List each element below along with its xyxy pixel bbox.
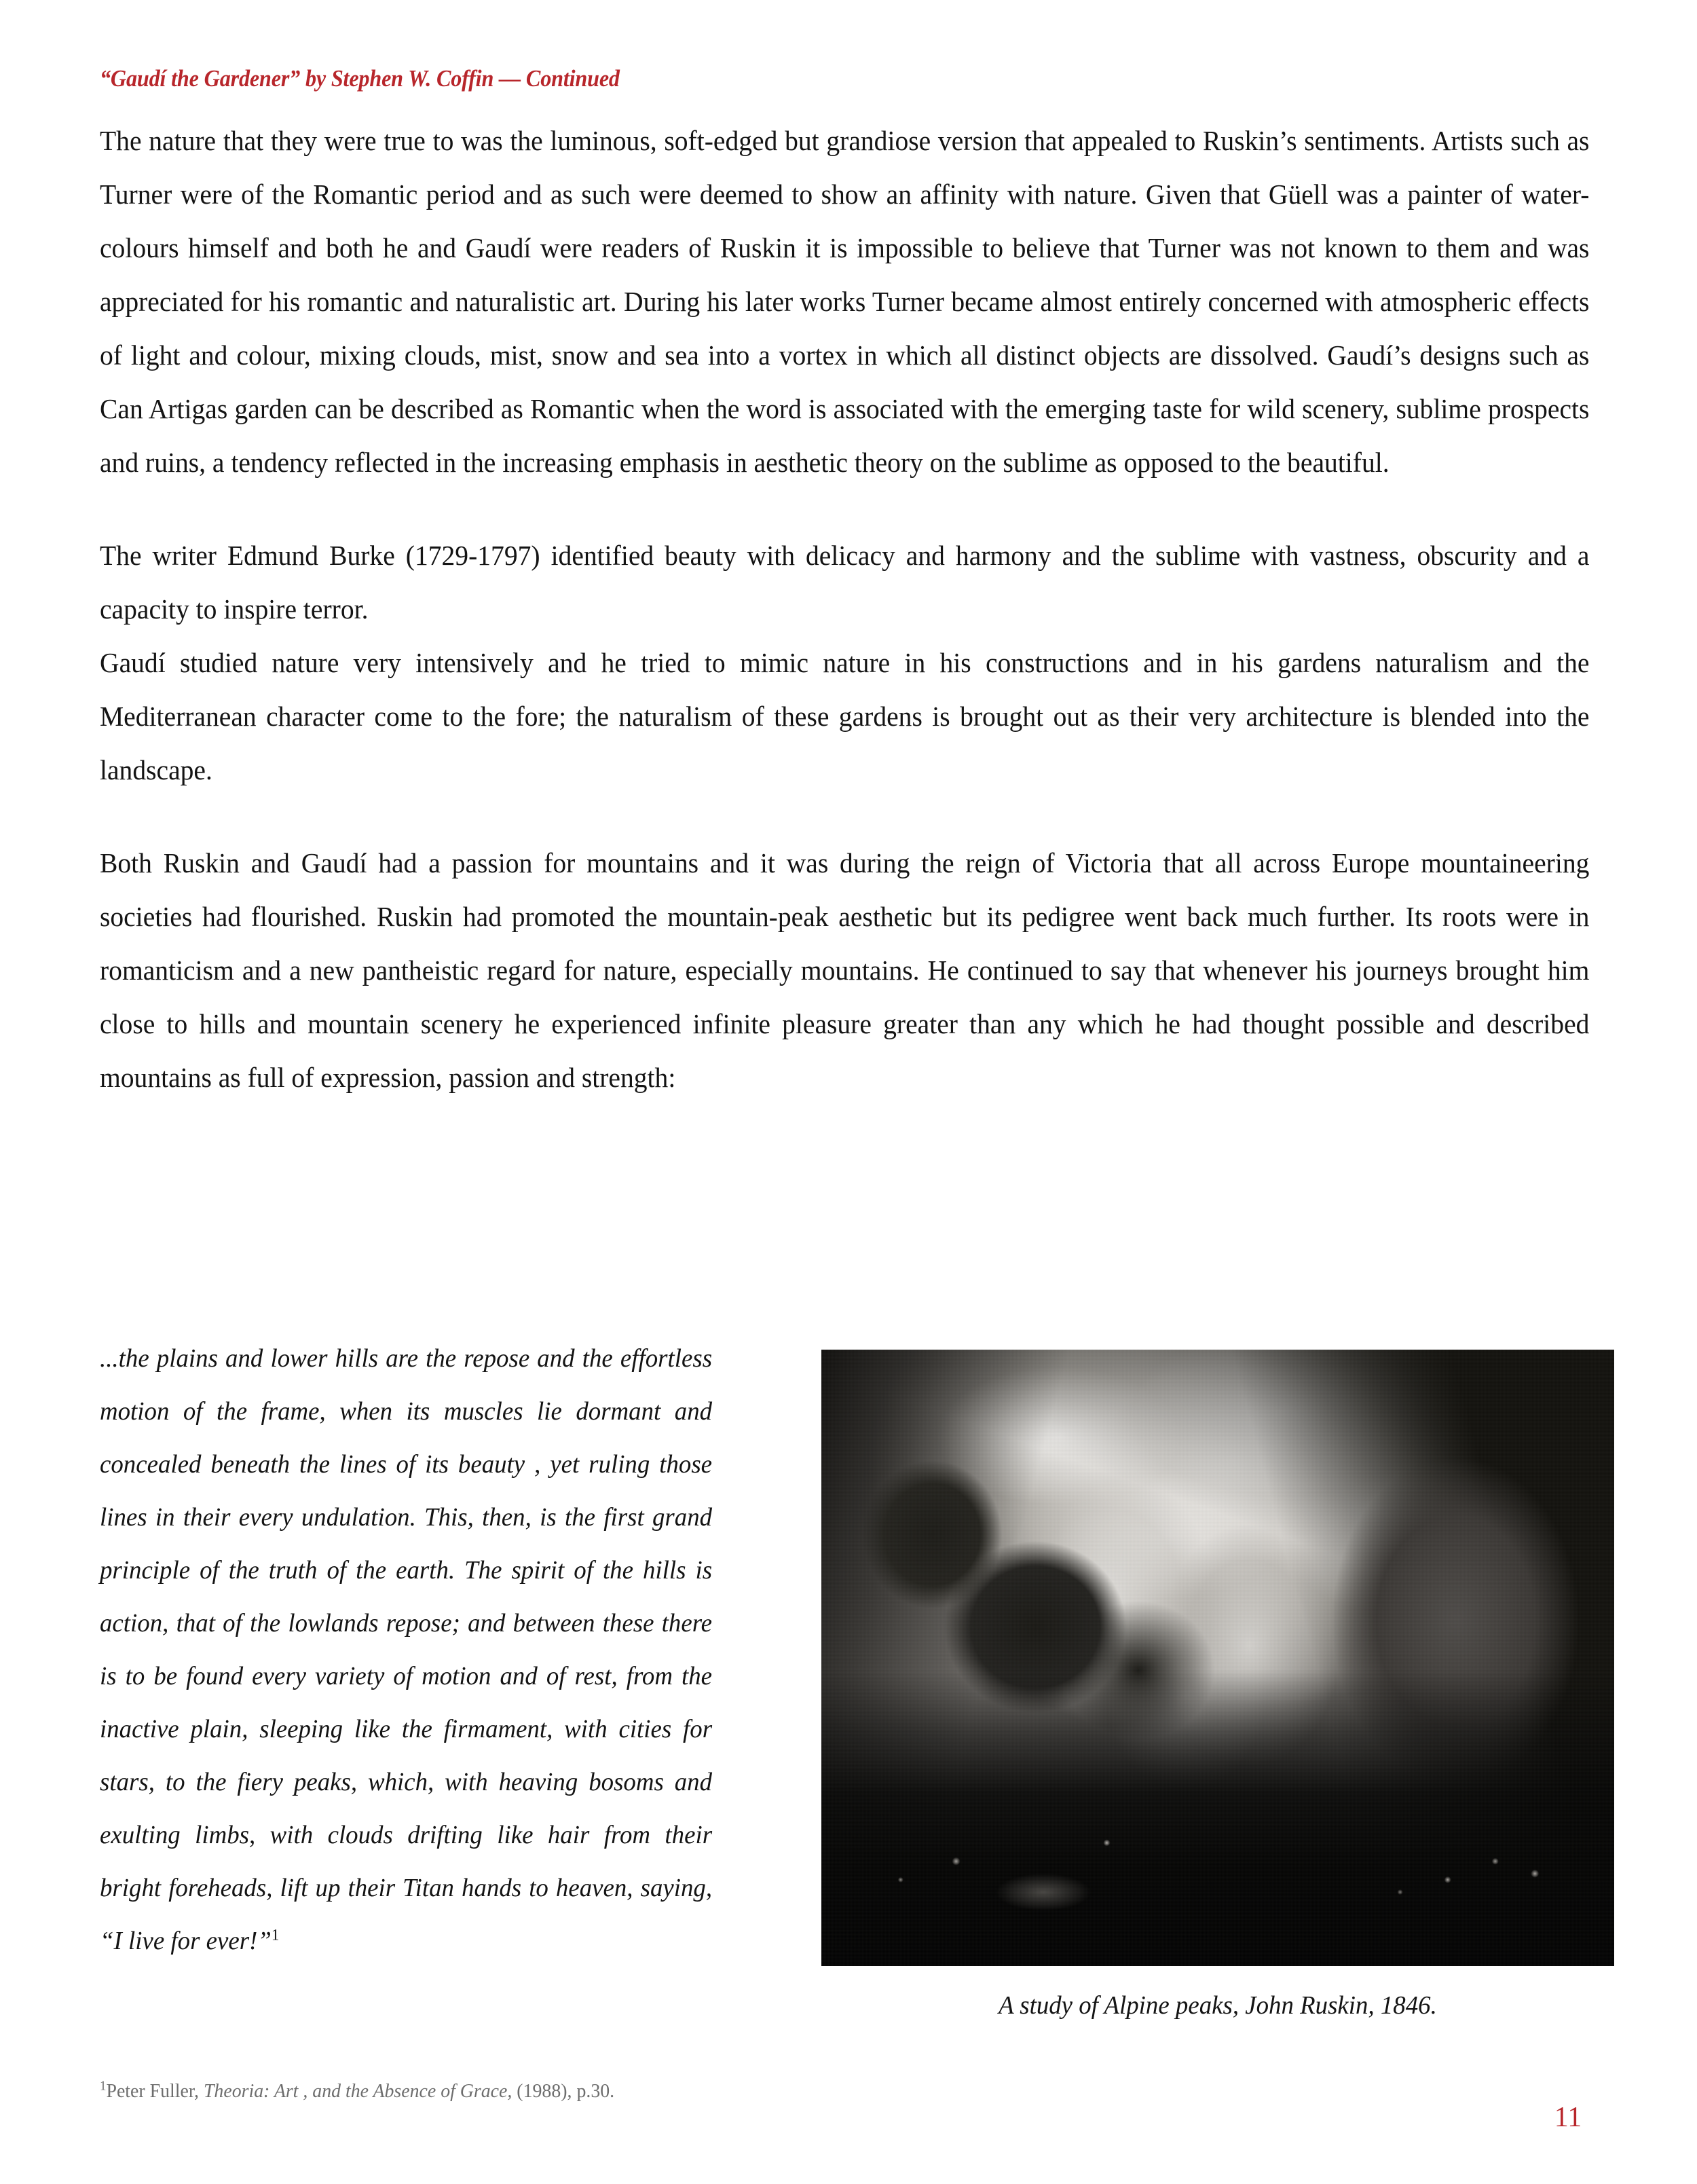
footnote-title: Theoria: Art , and the Absence of Grace, — [203, 2080, 512, 2102]
footnote-reference: (1988), p.30. — [512, 2080, 615, 2102]
figure-image-alpine-peaks — [821, 1350, 1614, 1966]
pull-quote-footnote-marker: 1 — [271, 1926, 280, 1944]
figure-alpine-peaks — [821, 1350, 1614, 2020]
quote-and-figure-region — [100, 1332, 1590, 2052]
body-paragraph-3: Gaudí studied nature very intensively and he tried to mimic nature in his constructions and in his gardens naturalism and the Mediterranean character come to the fore; the naturalism of these gardens is brought out as their very architecture is blended into the landscape. — [100, 647, 1590, 785]
footnote-author: Peter Fuller, — [106, 2080, 204, 2102]
main-text-column — [100, 114, 1590, 1105]
pull-quote — [100, 1332, 712, 1967]
running-header: “Gaudí the Gardener” by Stephen W. Coffin — Continued — [100, 65, 620, 92]
body-paragraph-4: Both Ruskin and Gaudí had a passion for mountains and it was during the reign of Victoria that all across Europe mountaineering societies had flourished. Ruskin had promoted the mountain-peak aesthetic but its pedigree went back much further. Its roots were in romanticism and a new pantheistic regard for nature, especially mountains. He continued to say that whenever his journeys brought him close to hills and mountain scenery he experienced infinite pleasure greater than any which he had thought possible and described mountains as full of expression, passion and strength: — [100, 847, 1590, 1093]
body-paragraph-1: The nature that they were true to was the luminous, soft-edged but grandiose version that appealed to Ruskin’s sentiments. Artists such as Turner were of the Romantic period and as such were deemed to show an affinity with nature. Given that Güell was a painter of water-colours himself and both he and Gaudí were readers of Ruskin it is impossible to believe that Turner was not known to them and was appreciated for his romantic and naturalistic art. During his later works Turner became almost entirely concerned with atmospheric effects of light and colour, mixing clouds, mist, snow and sea into a vortex in which all distinct objects are dissolved. Gaudí’s designs such as Can Artigas garden can be described as Romantic when the word is associated with the emerging taste for wild scenery, sublime prospects and ruins, a tendency reflected in the increasing emphasis in aesthetic theory on the sublime as opposed to the beautiful. — [100, 125, 1590, 478]
figure-layer-halftone-grain — [821, 1350, 1614, 1966]
body-paragraph-2: The writer Edmund Burke (1729-1797) identified beauty with delicacy and harmony and the sublime with vastness, obscurity and a capacity to inspire terror. — [100, 540, 1590, 625]
pull-quote-text: ...the plains and lower hills are the repose and the effortless motion of the frame, when its muscles lie dormant and concealed beneath the lines of its beauty , yet ruling those lines in their every undulation. This, then, is the first grand principle of the truth of the earth. The spirit of the hills is action, that of the lowlands repose; and between these there is to be found every variety of motion and of rest, from the inactive plain, sleeping like the firmament, with cities for stars, to the fiery peaks, which, with heaving bosoms and exulting limbs, with clouds drifting like hair from their bright foreheads, lift up their Titan hands to heaven, saying, “I live for ever!” — [100, 1344, 713, 1955]
figure-caption: A study of Alpine peaks, John Ruskin, 1846. — [999, 1991, 1437, 2020]
page-number: 11 — [1554, 2102, 1582, 2133]
footnote-marker: 1 — [100, 2078, 107, 2094]
pull-quote-column — [100, 1332, 712, 1967]
footnote — [100, 2077, 1142, 2105]
